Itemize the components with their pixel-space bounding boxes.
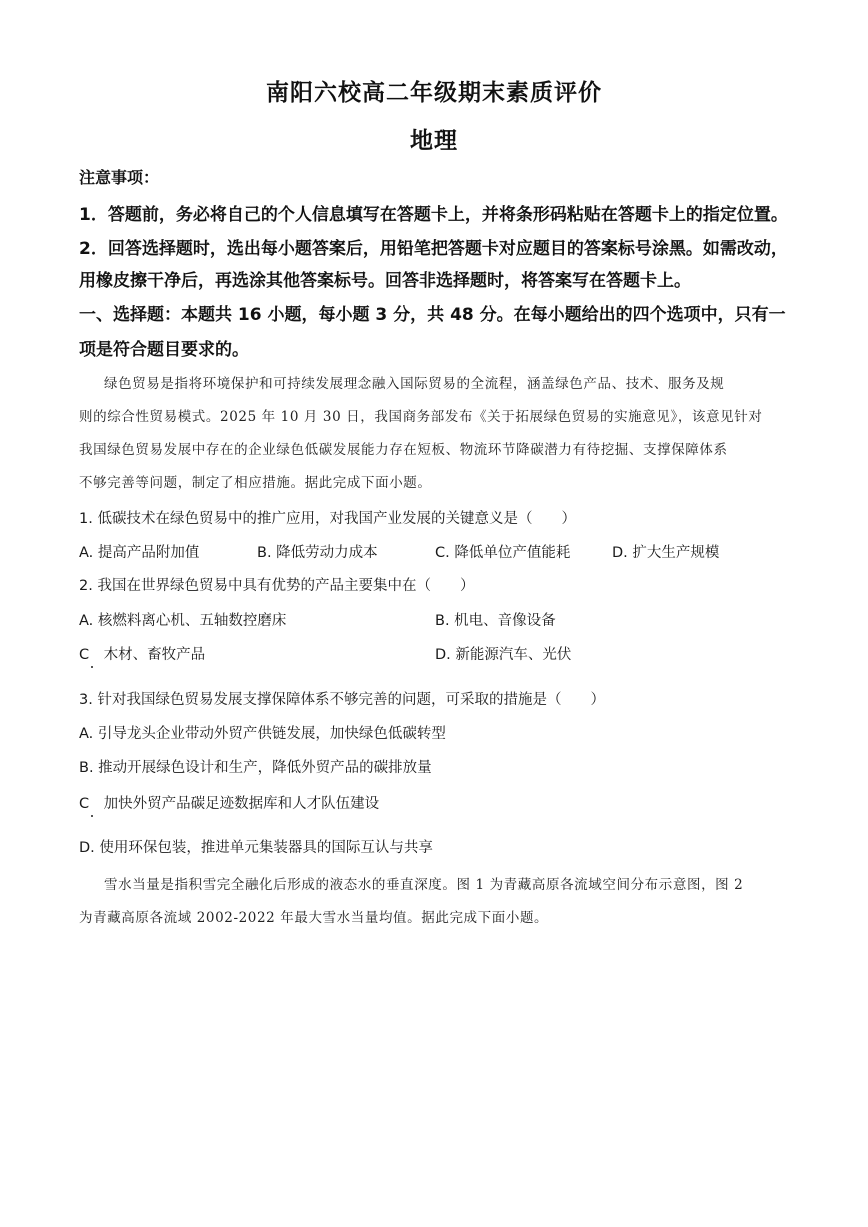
question-1-stem: 1. 低碳技术在绿色贸易中的推广应用，对我国产业发展的关键意义是（ ） [79,511,576,527]
notice-item-2-line-2: 用橡皮擦干净后，再选涂其他答案标号。回答非选择题时，将答案写在答题卡上。 [79,271,691,291]
material-1-line-1: 绿色贸易是指将环境保护和可持续发展理念融入国际贸易的全流程，涵盖绿色产品、技术、服务及规 [104,376,725,392]
question-2-option-a[interactable]: A. 核燃料离心机、五轴数控磨床 [79,613,287,629]
material-2-line-1: 雪水当量是指积雪完全融化后形成的液态水的垂直深度。图 1 为青藏高原各流域空间分布示意图，图 2 [104,877,744,893]
notice-item-1: 1．答题前，务必将自己的个人信息填写在答题卡上，并将条形码粘贴在答题卡上的指定位置。 [79,205,788,225]
question-1-option-d[interactable]: D. 扩大生产规模 [612,545,720,561]
question-2-option-b[interactable]: B. 机电、音像设备 [435,613,556,629]
scan-mark [91,815,93,817]
question-3-option-c[interactable]: C 加快外贸产品碳足迹数据库和人才队伍建设 [79,796,380,812]
material-2-line-2: 为青藏高原各流域 2002-2022 年最大雪水当量均值。据此完成下面小题。 [79,910,549,926]
question-2-stem: 2. 我国在世界绿色贸易中具有优势的产品主要集中在（ ） [79,578,475,594]
question-2-option-d[interactable]: D. 新能源汽车、光伏 [435,647,572,663]
section-heading-line-2: 项是符合题目要求的。 [79,340,249,360]
notice-heading: 注意事项： [79,168,160,187]
question-1-option-a[interactable]: A. 提高产品附加值 [79,545,200,561]
material-1-line-4: 不够完善等问题，制定了相应措施。据此完成下面小题。 [79,475,432,491]
section-heading-line-1: 一、选择题：本题共 16 小题，每小题 3 分，共 48 分。在每小题给出的四个选项中，只有一 [79,305,786,325]
question-1-option-b[interactable]: B. 降低劳动力成本 [257,545,378,561]
question-1-option-c[interactable]: C. 降低单位产值能耗 [435,545,571,561]
question-3-option-a[interactable]: A. 引导龙头企业带动外贸产供链发展，加快绿色低碳转型 [79,726,446,742]
subject-title: 地理 [410,128,458,154]
scan-mark [91,666,93,668]
notice-item-2-line-1: 2．回答选择题时，选出每小题答案后，用铅笔把答题卡对应题目的答案标号涂黑。如需改动， [79,239,788,259]
exam-title: 南阳六校高二年级期末素质评价 [266,80,602,106]
material-1-line-2: 则的综合性贸易模式。2025 年 10 月 30 日，我国商务部发布《关于拓展绿色贸易的实施意见》，该意见针对 [79,409,763,425]
question-3-stem: 3. 针对我国绿色贸易发展支撑保障体系不够完善的问题，可采取的措施是（ ） [79,692,605,708]
question-2-option-c[interactable]: C 木材、畜牧产品 [79,647,206,663]
question-3-option-d[interactable]: D. 使用环保包装，推进单元集装器具的国际互认与共享 [79,840,433,856]
question-3-option-b[interactable]: B. 推动开展绿色设计和生产，降低外贸产品的碳排放量 [79,760,432,776]
material-1-line-3: 我国绿色贸易发展中存在的企业绿色低碳发展能力存在短板、物流环节降碳潜力有待挖掘、支撑保障体系 [79,442,728,458]
